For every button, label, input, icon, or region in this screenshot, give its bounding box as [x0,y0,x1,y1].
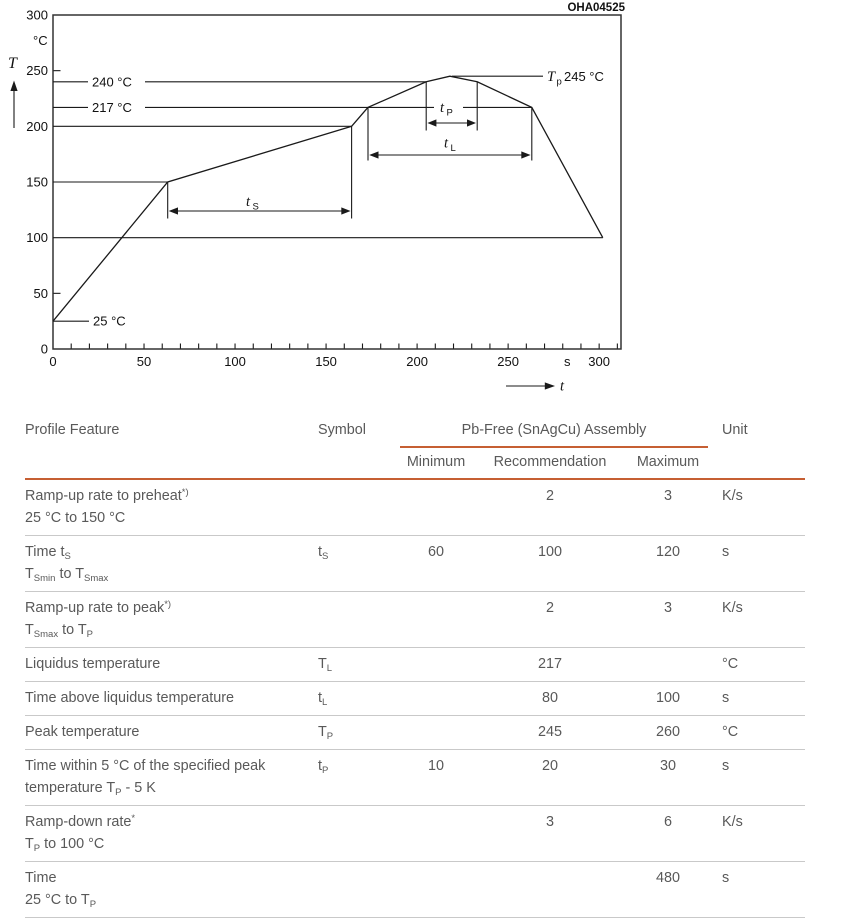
y-tick-label: 250 [26,63,48,79]
profile-table-row [25,536,805,592]
y-axis-unit: °C [33,33,48,48]
cell-unit: s [708,750,805,806]
profile-table-row [25,592,805,648]
header-symbol: Symbol [318,416,400,479]
cell-feature: Ramp-up rate to peak*) $T_{Smax}$ to $T_P$ [25,592,318,648]
svg-text:t: t [440,100,445,116]
x-axis-unit: s [564,354,571,369]
y-tick-label: 50 [33,285,48,301]
cell-rec: 100 [472,536,628,592]
cell-feature: Time 25 °C to $T_P$ [25,862,318,918]
profile-table-row [25,862,805,918]
interval-ts [168,126,352,218]
x-tick-label: 300 [588,354,611,369]
cell-rec [472,862,628,918]
svg-text:L: L [450,143,456,154]
table-header-row-1 [25,416,805,447]
cell-unit: s [708,862,805,918]
header-assembly-group: Pb-Free (SnAgCu) Assembly [400,416,708,447]
profile-feature-table [25,416,805,918]
y-axis-title [8,55,18,128]
ref-label-25: 25 °C [93,313,126,329]
cell-min [400,862,472,918]
svg-text:T: T [547,69,556,85]
cell-unit: °C [708,716,805,750]
cell-min [400,716,472,750]
svg-text:t: t [246,194,251,210]
cell-feature: Time $t_S$ $T_{Smin}$ to $T_{Smax}$ [25,536,318,592]
cell-rec: 2 [472,592,628,648]
cell-min [400,479,472,536]
cell-rec: 20 [472,750,628,806]
cell-symbol: $T_P$ [318,716,400,750]
interval-tp [426,82,477,131]
svg-text:t: t [444,135,449,152]
cell-feature: Ramp-down rate* $T_P$ to 100 °C [25,806,318,862]
cell-unit: K/s [708,806,805,862]
cell-max: 260 [628,716,708,750]
svg-text:P: P [446,107,453,119]
header-profile-feature: Profile Feature [25,416,318,479]
cell-max [628,648,708,682]
peak-temperature-label [547,69,604,88]
reference-lines [53,76,603,321]
cell-feature: Time within 5 °C of the specified peak temperature $T_P - 5$ K [25,750,318,806]
cell-rec: 2 [472,479,628,536]
cell-min: 10 [400,750,472,806]
cell-min [400,806,472,862]
svg-text:245 °C: 245 °C [564,69,604,84]
x-tick-label: 50 [136,354,152,369]
cell-max: 480 [628,862,708,918]
y-tick-label: 200 [26,118,48,134]
y-tick-label: 150 [26,174,48,190]
profile-table-row [25,648,805,682]
x-tick-label: 0 [49,354,57,369]
ref-label-240: 240 °C [92,74,132,90]
cell-rec: 245 [472,716,628,750]
profile-table-row [25,716,805,750]
cell-symbol: $t_L$ [318,682,400,716]
svg-text:T: T [8,55,17,72]
x-axis-title [506,379,565,395]
cell-min: 60 [400,536,472,592]
profile-table-row [25,479,805,536]
y-tick-label: 0 [40,341,48,357]
cell-min [400,648,472,682]
cell-unit: °C [708,648,805,682]
cell-unit: s [708,536,805,592]
ref-label-217: 217 °C [92,99,132,115]
cell-min [400,682,472,716]
cell-symbol: $T_L$ [318,648,400,682]
profile-table-body [25,479,805,918]
reflow-curve [53,76,603,321]
cell-min [400,592,472,648]
cell-unit: K/s [708,592,805,648]
cell-rec: 217 [472,648,628,682]
cell-max: 6 [628,806,708,862]
cell-max: 120 [628,536,708,592]
y-tick-label: 300 [26,7,48,23]
cell-symbol: $t_S$ [318,536,400,592]
header-maximum: Maximum [628,447,708,479]
cell-max: 100 [628,682,708,716]
cell-symbol [318,592,400,648]
cell-unit: K/s [708,479,805,536]
cell-unit: s [708,682,805,716]
svg-text:S: S [252,201,259,213]
cell-feature: Ramp-up rate to preheat*) 25 °C to 150 °C [25,479,318,536]
svg-text:t: t [560,378,565,395]
figure-id-label: OHA04525 [567,2,625,14]
header-minimum: Minimum [400,447,472,479]
x-tick-label: 250 [497,354,519,369]
cell-symbol: $t_P$ [318,750,400,806]
x-tick-label: 200 [406,354,428,369]
cell-max: 30 [628,750,708,806]
cell-rec: 80 [472,682,628,716]
profile-table-row [25,682,805,716]
cell-feature: Liquidus temperature [25,648,318,682]
profile-table-row [25,750,805,806]
cell-symbol [318,479,400,536]
cell-max: 3 [628,592,708,648]
header-recommendation: Recommendation [472,447,628,479]
cell-rec: 3 [472,806,628,862]
header-unit: Unit [708,416,805,479]
cell-feature: Time above liquidus temperature [25,682,318,716]
cell-feature: Peak temperature [25,716,318,750]
x-tick-label: 150 [315,354,337,369]
profile-table-row [25,806,805,862]
y-tick-label: 100 [26,230,48,246]
reflow-profile-figure [0,0,861,402]
reflow-profile-chart [0,0,861,402]
svg-text:p: p [556,76,562,88]
x-tick-label: 100 [224,354,246,369]
cell-symbol [318,806,400,862]
cell-symbol [318,862,400,918]
cell-max: 3 [628,479,708,536]
